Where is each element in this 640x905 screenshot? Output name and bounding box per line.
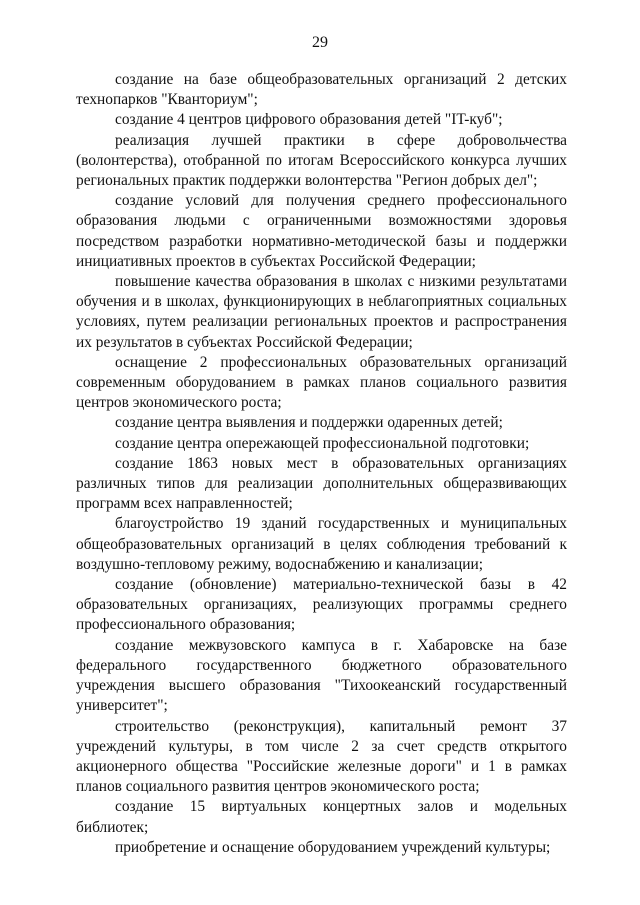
list-item-paragraph: строительство (реконструкция), капитальный ремонт 37 учреждений культуры, в том числе 2 за счет средств открытого акционерного общества "Российские железные дороги" и 1 в рамках планов социального развития центров экономического роста; bbox=[76, 717, 567, 796]
list-item-paragraph: повышение качества образования в школах с низкими результатами обучения и в школах, функционирующих в неблагоприятных социальных условиях, путем реализации региональных проектов и распространения их результатов в субъектах Российской Федерации; bbox=[76, 273, 567, 351]
page-number: 29 bbox=[312, 34, 328, 51]
list-item-paragraph: создание (обновление) материально-технической базы в 42 образовательных организациях, реализующих программы среднего профессионального образования; bbox=[76, 576, 567, 634]
list-item-paragraph: оснащение 2 профессиональных образовательных организаций современным оборудованием в рамках планов социального развития центров экономического роста; bbox=[76, 353, 567, 412]
list-item-paragraph: создание 4 центров цифрового образования детей "IT-куб"; bbox=[115, 111, 503, 129]
list-item-paragraph: создание 1863 новых мест в образовательных организациях различных типов для реализации дополнительных общеразвивающих программ всех направленностей; bbox=[76, 454, 567, 513]
list-item-paragraph: создание на базе общеобразовательных организаций 2 детских технопарков "Кванториум"; bbox=[76, 71, 567, 109]
document-body bbox=[76, 70, 567, 858]
list-item-paragraph: благоустройство 19 зданий государственных и муниципальных общеобразовательных организаций в целях соблюдения требований к воздушно-тепловому режиму, водоснабжению и канализации; bbox=[76, 515, 567, 573]
list-item-paragraph: создание 15 виртуальных концертных залов и модельных библиотек; bbox=[76, 798, 567, 836]
list-item-paragraph: реализация лучшей практики в сфере добровольчества (волонтерства), отобранной по итогам Всероссийского конкурса лучших региональных практик поддержки волонтерства "Регион добрых дел"; bbox=[76, 131, 567, 190]
list-item-paragraph: создание центра опережающей профессиональной подготовки; bbox=[115, 434, 530, 452]
list-item-paragraph: создание условий для получения среднего профессионального образования людьми с ограниченными возможностями здоровья посредством разработки нормативно-методической базы и поддержки инициативных проектов в субъектах Российской Федерации; bbox=[76, 192, 567, 270]
list-item-paragraph: приобретение и оснащение оборудованием учреждений культуры; bbox=[115, 838, 551, 856]
list-item-paragraph: создание межвузовского кампуса в г. Хабаровске на базе федерального государственного бюджетного образовательного учреждения высшего образования "Тихоокеанский государственный университет"; bbox=[76, 636, 567, 715]
list-item-paragraph: создание центра выявления и поддержки одаренных детей; bbox=[115, 414, 503, 432]
